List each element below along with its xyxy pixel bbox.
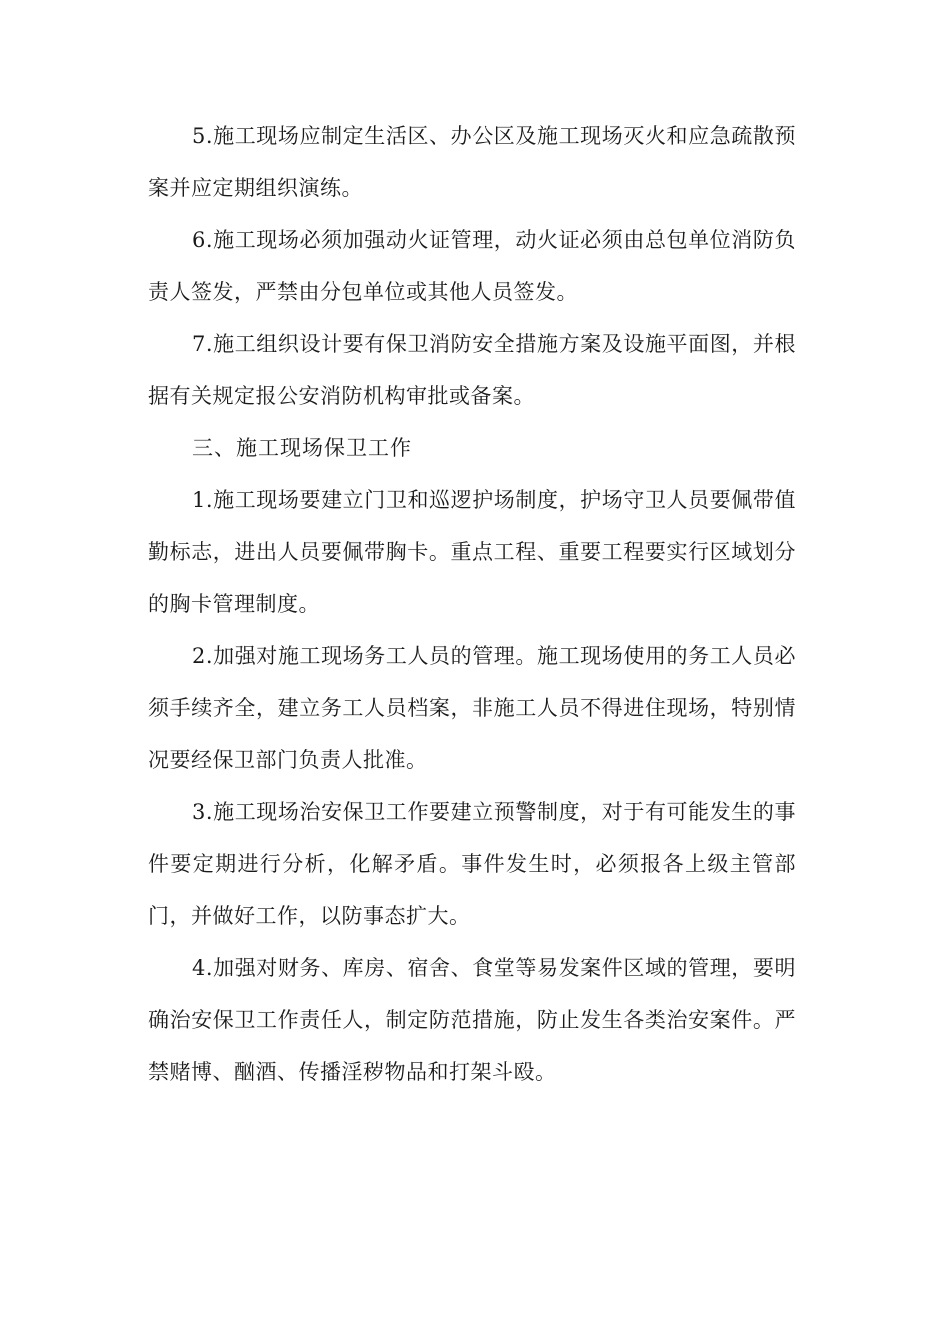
- document-body: [148, 110, 796, 1098]
- paragraph-item-6: 6.施工现场必须加强动火证管理，动火证必须由总包单位消防负责人签发，严禁由分包单位或其他人员签发。: [148, 228, 796, 304]
- section-paragraph-3: 3.施工现场治安保卫工作要建立预警制度，对于有可能发生的事件要定期进行分析，化解矛盾。事件发生时，必须报各上级主管部门，并做好工作，以防事态扩大。: [148, 800, 796, 928]
- paragraph-item-7: 7.施工组织设计要有保卫消防安全措施方案及设施平面图，并根据有关规定报公安消防机构审批或备案。: [148, 332, 796, 408]
- section-heading: 三、施工现场保卫工作: [192, 436, 412, 460]
- section-paragraph-1: 1.施工现场要建立门卫和巡逻护场制度，护场守卫人员要佩带值勤标志，进出人员要佩带胸卡。重点工程、重要工程要实行区域划分的胸卡管理制度。: [148, 488, 796, 616]
- section-paragraph-4: 4.加强对财务、库房、宿舍、食堂等易发案件区域的管理，要明确治安保卫工作责任人，制定防范措施，防止发生各类治安案件。严禁赌博、酗酒、传播淫秽物品和打架斗殴。: [148, 956, 796, 1084]
- paragraph-item-5: 5.施工现场应制定生活区、办公区及施工现场灭火和应急疏散预案并应定期组织演练。: [148, 124, 796, 200]
- section-paragraph-2: 2.加强对施工现场务工人员的管理。施工现场使用的务工人员必须手续齐全，建立务工人员档案，非施工人员不得进住现场，特别情况要经保卫部门负责人批准。: [148, 644, 796, 772]
